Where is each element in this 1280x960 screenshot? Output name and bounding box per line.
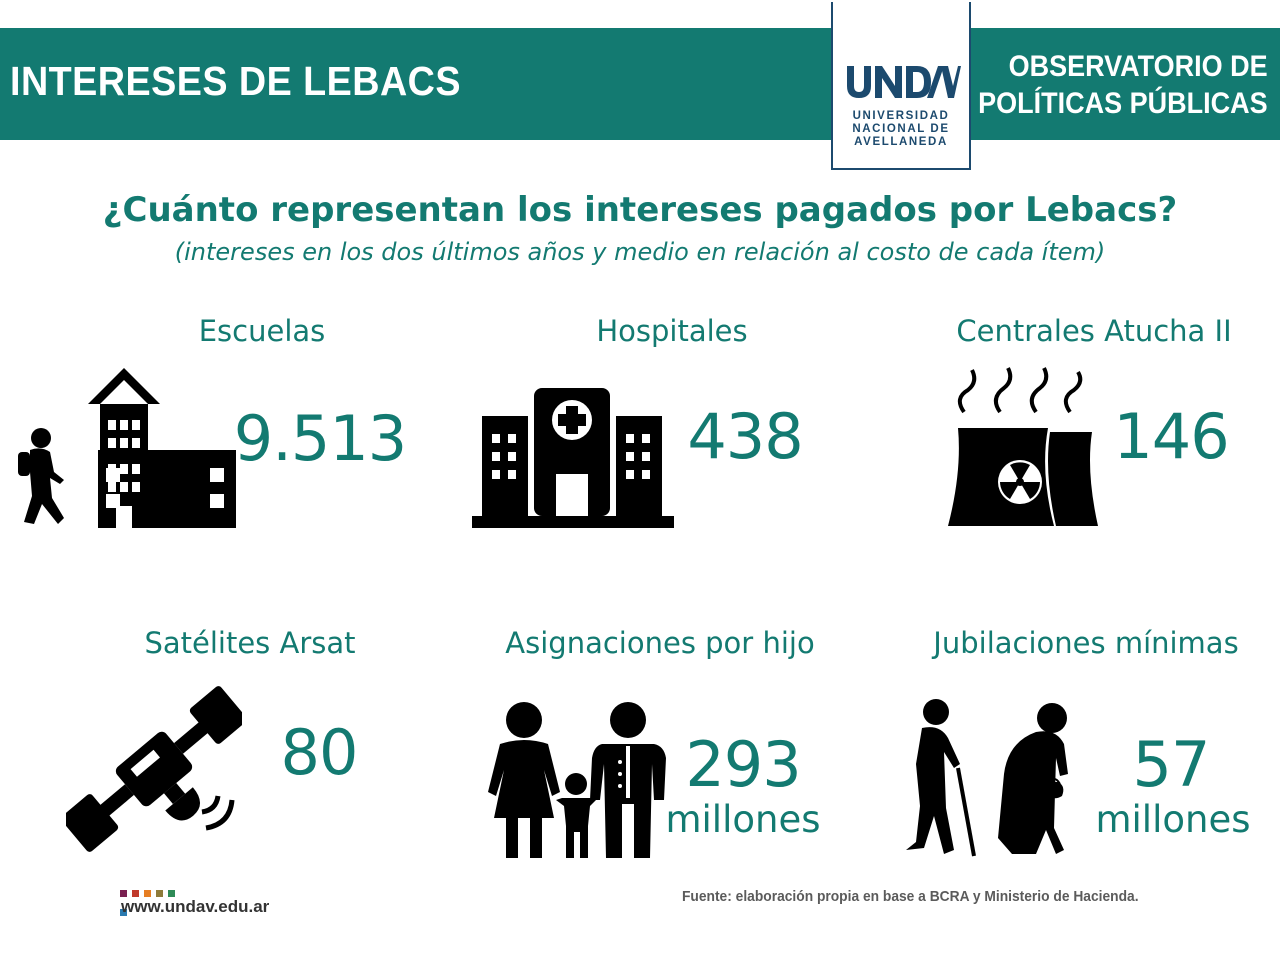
brand-dot-1 [120, 890, 127, 897]
elderly-couple-icon [900, 698, 1080, 862]
website-url: www.undav.edu.ar [121, 897, 270, 916]
nuclear-plant-icon [944, 362, 1102, 530]
page-title: INTERESES DE LEBACS [10, 58, 461, 104]
value-hospitales: 438 [687, 400, 803, 473]
unit-asignaciones: millones [665, 798, 821, 841]
value-centrales: 146 [1113, 400, 1229, 473]
satellite-icon [66, 682, 242, 856]
value-asignaciones: 293 [685, 728, 801, 801]
hospital-icon [472, 388, 674, 528]
family-icon [486, 700, 668, 860]
headline-subtitle: (intereses en los dos últimos años y medio en relación al costo de cada ítem) [174, 238, 1106, 266]
value-escuelas: 9.513 [233, 402, 407, 475]
label-escuelas: Escuelas [198, 314, 326, 348]
undav-logo [831, 2, 971, 170]
university-name-line-2: NACIONAL DE [852, 123, 950, 135]
source-note: Fuente: elaboración propia en base a BCRA y Ministerio de Hacienda. [682, 888, 1139, 905]
university-name [833, 110, 969, 149]
label-centrales: Centrales Atucha II [956, 314, 1232, 348]
university-name-line-1: UNIVERSIDAD [852, 110, 950, 122]
brand-color-dots [120, 882, 190, 890]
label-asignaciones: Asignaciones por hijo [505, 626, 815, 660]
brand-dot-3 [144, 890, 151, 897]
observatory-line-2: POLÍTICAS PÚBLICAS [978, 87, 1268, 120]
undav-logo-mark [843, 62, 961, 102]
brand-dot-5 [168, 890, 175, 897]
value-satelites: 80 [280, 716, 358, 789]
unit-jubilaciones: millones [1095, 798, 1251, 841]
label-jubilaciones: Jubilaciones mínimas [933, 626, 1239, 660]
observatory-name [978, 48, 1268, 122]
brand-dot-4 [156, 890, 163, 897]
school-icon [14, 368, 240, 530]
child-icon [18, 428, 64, 524]
school-building-icon [88, 368, 236, 528]
label-hospitales: Hospitales [596, 314, 748, 348]
headline-question: ¿Cuánto representan los intereses pagados por Lebacs? [102, 190, 1178, 230]
value-jubilaciones: 57 [1132, 728, 1210, 801]
observatory-line-1: OBSERVATORIO DE [1008, 50, 1268, 83]
brand-dot-2 [132, 890, 139, 897]
university-name-line-3: AVELLANEDA [854, 136, 948, 148]
label-satelites: Satélites Arsat [144, 626, 356, 660]
